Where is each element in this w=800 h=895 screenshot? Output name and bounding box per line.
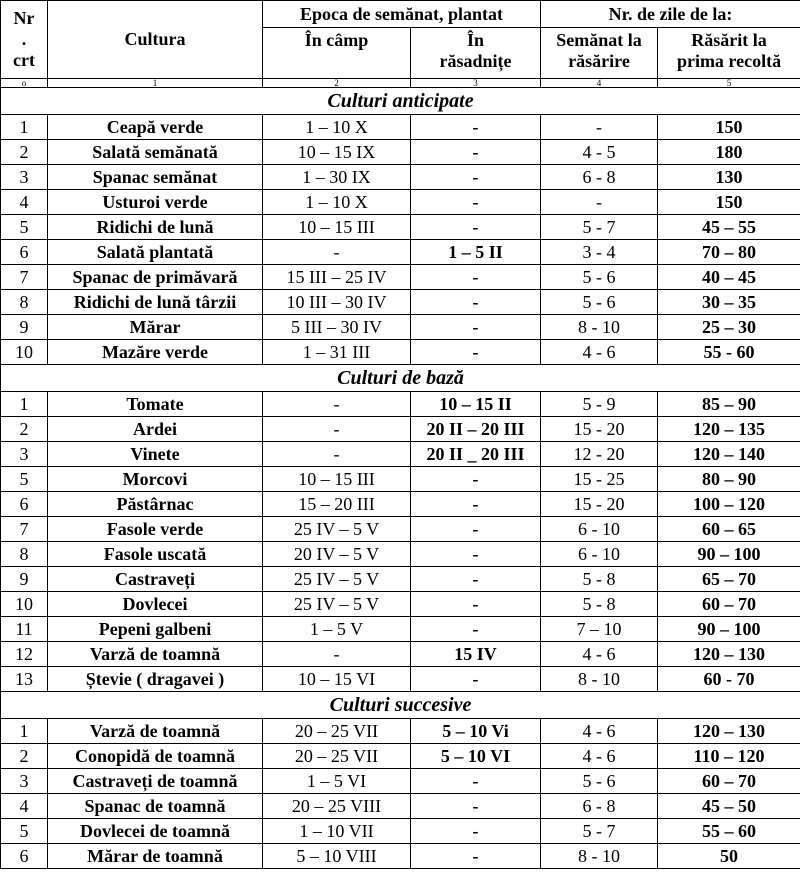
col-number-3: 3: [411, 79, 541, 88]
row-nr: 7: [1, 265, 48, 290]
col-number-4: 4: [541, 79, 658, 88]
row-nr: 8: [1, 542, 48, 567]
row-cultura: Spanac de toamnă: [48, 794, 263, 819]
table-row: [1, 467, 800, 492]
row-cultura: Vinete: [48, 442, 263, 467]
row-in-camp: 1 – 30 IX: [263, 165, 411, 190]
row-nr: 2: [1, 417, 48, 442]
row-in-rasadnite: 20 II _ 20 III: [411, 442, 541, 467]
section-header-row: [1, 365, 800, 392]
row-semanat-rasarire: 4 - 6: [541, 642, 658, 667]
row-cultura: Castraveți de toamnă: [48, 769, 263, 794]
row-cultura: Mărar de toamnă: [48, 844, 263, 869]
row-semanat-rasarire: 4 - 6: [541, 340, 658, 365]
row-semanat-rasarire: 4 - 5: [541, 140, 658, 165]
row-cultura: Pepeni galbeni: [48, 617, 263, 642]
row-in-camp: 1 – 10 VII: [263, 819, 411, 844]
row-semanat-rasarire: 6 - 10: [541, 542, 658, 567]
header-in-rasadnite-line1: În: [467, 30, 485, 50]
col-number-0: o: [1, 79, 48, 88]
table-row: [1, 844, 800, 869]
row-in-rasadnite: -: [411, 592, 541, 617]
row-in-rasadnite: -: [411, 115, 541, 140]
row-semanat-rasarire: 5 - 7: [541, 819, 658, 844]
row-rasarit-recolta: 120 – 135: [658, 417, 800, 442]
row-nr: 6: [1, 492, 48, 517]
row-in-camp: 10 – 15 III: [263, 467, 411, 492]
row-nr: 6: [1, 844, 48, 869]
table-row: [1, 719, 800, 744]
row-nr: 5: [1, 215, 48, 240]
row-in-camp: -: [263, 417, 411, 442]
table-row: [1, 417, 800, 442]
table-body: [1, 1, 800, 869]
table-row: [1, 265, 800, 290]
table-row: [1, 165, 800, 190]
row-semanat-rasarire: 15 - 20: [541, 492, 658, 517]
row-rasarit-recolta: 40 – 45: [658, 265, 800, 290]
row-in-rasadnite: 20 II – 20 III: [411, 417, 541, 442]
row-semanat-rasarire: 15 - 25: [541, 467, 658, 492]
row-in-rasadnite: -: [411, 190, 541, 215]
header-semanat-line2: răsărire: [568, 51, 630, 71]
table-row: [1, 492, 800, 517]
table-row: [1, 340, 800, 365]
row-in-camp: 1 – 31 III: [263, 340, 411, 365]
header-epoca: Epoca de semănat, plantat: [263, 1, 541, 28]
table-row: [1, 567, 800, 592]
row-nr: 11: [1, 617, 48, 642]
row-semanat-rasarire: 5 - 6: [541, 290, 658, 315]
row-in-rasadnite: -: [411, 265, 541, 290]
row-in-rasadnite: -: [411, 667, 541, 692]
row-rasarit-recolta: 90 – 100: [658, 542, 800, 567]
row-in-camp: 10 – 15 IX: [263, 140, 411, 165]
row-nr: 4: [1, 794, 48, 819]
table-row: [1, 744, 800, 769]
table-row: [1, 115, 800, 140]
row-cultura: Spanac semănat: [48, 165, 263, 190]
row-rasarit-recolta: 130: [658, 165, 800, 190]
row-nr: 5: [1, 467, 48, 492]
header-in-rasadnite: [411, 28, 541, 79]
header-rasarit-recolta: [658, 28, 800, 79]
table-row: [1, 642, 800, 667]
header-in-camp: În câmp: [263, 28, 411, 79]
row-semanat-rasarire: 5 - 8: [541, 567, 658, 592]
header-in-rasadnite-line2: răsadnițe: [439, 51, 512, 71]
row-cultura: Fasole verde: [48, 517, 263, 542]
row-nr: 10: [1, 340, 48, 365]
row-in-camp: 20 – 25 VIII: [263, 794, 411, 819]
row-semanat-rasarire: 12 - 20: [541, 442, 658, 467]
row-semanat-rasarire: 5 - 6: [541, 265, 658, 290]
row-rasarit-recolta: 45 – 50: [658, 794, 800, 819]
header-zile: Nr. de zile de la:: [541, 1, 800, 28]
row-nr: 3: [1, 442, 48, 467]
row-in-camp: 20 IV – 5 V: [263, 542, 411, 567]
row-rasarit-recolta: 180: [658, 140, 800, 165]
row-in-rasadnite: -: [411, 140, 541, 165]
row-in-rasadnite: -: [411, 794, 541, 819]
table-row: [1, 794, 800, 819]
row-rasarit-recolta: 60 – 70: [658, 769, 800, 794]
row-cultura: Usturoi verde: [48, 190, 263, 215]
row-in-rasadnite: -: [411, 467, 541, 492]
row-in-rasadnite: -: [411, 340, 541, 365]
row-in-camp: 15 – 20 III: [263, 492, 411, 517]
row-in-rasadnite: -: [411, 315, 541, 340]
row-in-camp: 10 – 15 III: [263, 215, 411, 240]
table-row: [1, 392, 800, 417]
row-rasarit-recolta: 45 – 55: [658, 215, 800, 240]
header-rasarit-line2: prima recoltă: [676, 51, 782, 71]
col-number-5: 5: [658, 79, 800, 88]
row-rasarit-recolta: 150: [658, 115, 800, 140]
row-cultura: Tomate: [48, 392, 263, 417]
row-in-rasadnite: -: [411, 165, 541, 190]
row-semanat-rasarire: 7 – 10: [541, 617, 658, 642]
section-title: Culturi anticipate: [1, 88, 800, 115]
row-in-camp: -: [263, 240, 411, 265]
table-row: [1, 819, 800, 844]
row-in-rasadnite: 5 – 10 Vi: [411, 719, 541, 744]
header-nr-line2: .: [21, 29, 27, 49]
section-header-row: [1, 88, 800, 115]
row-nr: 5: [1, 819, 48, 844]
row-in-camp: 20 – 25 VII: [263, 719, 411, 744]
col-number-2: 2: [263, 79, 411, 88]
row-rasarit-recolta: 60 – 70: [658, 592, 800, 617]
row-rasarit-recolta: 100 – 120: [658, 492, 800, 517]
row-in-rasadnite: 5 – 10 VI: [411, 744, 541, 769]
row-rasarit-recolta: 25 – 30: [658, 315, 800, 340]
row-rasarit-recolta: 60 – 65: [658, 517, 800, 542]
row-cultura: Salată plantată: [48, 240, 263, 265]
row-in-rasadnite: -: [411, 215, 541, 240]
row-in-camp: 20 – 25 VII: [263, 744, 411, 769]
row-rasarit-recolta: 120 – 130: [658, 719, 800, 744]
row-cultura: Conopidă de toamnă: [48, 744, 263, 769]
row-nr: 9: [1, 315, 48, 340]
section-title: Culturi succesive: [1, 692, 800, 719]
header-cultura: Cultura: [48, 1, 263, 79]
row-in-camp: -: [263, 442, 411, 467]
row-cultura: Păstârnac: [48, 492, 263, 517]
row-in-camp: 1 – 10 X: [263, 190, 411, 215]
table-row: [1, 769, 800, 794]
header-nr-crt: [1, 1, 48, 79]
row-nr: 9: [1, 567, 48, 592]
table-row: [1, 240, 800, 265]
row-nr: 6: [1, 240, 48, 265]
row-in-rasadnite: -: [411, 290, 541, 315]
row-rasarit-recolta: 120 – 130: [658, 642, 800, 667]
row-semanat-rasarire: 6 - 8: [541, 794, 658, 819]
header-rasarit-line1: Răsărit la: [691, 30, 767, 50]
row-rasarit-recolta: 70 – 80: [658, 240, 800, 265]
row-in-rasadnite: -: [411, 819, 541, 844]
row-cultura: Ceapă verde: [48, 115, 263, 140]
row-rasarit-recolta: 120 – 140: [658, 442, 800, 467]
row-in-camp: 10 III – 30 IV: [263, 290, 411, 315]
row-cultura: Morcovi: [48, 467, 263, 492]
row-semanat-rasarire: 6 - 10: [541, 517, 658, 542]
table-row: [1, 442, 800, 467]
row-in-camp: 1 – 10 X: [263, 115, 411, 140]
row-cultura: Dovlecei: [48, 592, 263, 617]
row-in-rasadnite: -: [411, 769, 541, 794]
row-in-camp: -: [263, 642, 411, 667]
row-nr: 1: [1, 392, 48, 417]
table-row: [1, 190, 800, 215]
row-cultura: Dovlecei de toamnă: [48, 819, 263, 844]
row-semanat-rasarire: 4 - 6: [541, 744, 658, 769]
row-in-camp: 15 III – 25 IV: [263, 265, 411, 290]
row-nr: 12: [1, 642, 48, 667]
row-cultura: Mărar: [48, 315, 263, 340]
row-semanat-rasarire: 5 - 9: [541, 392, 658, 417]
table-row: [1, 592, 800, 617]
row-nr: 3: [1, 769, 48, 794]
row-cultura: Fasole uscată: [48, 542, 263, 567]
row-semanat-rasarire: 8 - 10: [541, 667, 658, 692]
row-in-rasadnite: -: [411, 542, 541, 567]
row-in-rasadnite: 15 IV: [411, 642, 541, 667]
row-nr: 8: [1, 290, 48, 315]
row-nr: 4: [1, 190, 48, 215]
row-in-camp: 1 – 5 VI: [263, 769, 411, 794]
table-row: [1, 542, 800, 567]
row-nr: 2: [1, 744, 48, 769]
row-in-camp: 25 IV – 5 V: [263, 592, 411, 617]
section-header-row: [1, 692, 800, 719]
table-row: [1, 667, 800, 692]
row-rasarit-recolta: 50: [658, 844, 800, 869]
row-rasarit-recolta: 30 – 35: [658, 290, 800, 315]
row-rasarit-recolta: 55 - 60: [658, 340, 800, 365]
row-cultura: Castraveți: [48, 567, 263, 592]
row-nr: 3: [1, 165, 48, 190]
row-in-rasadnite: -: [411, 844, 541, 869]
table-row: [1, 617, 800, 642]
row-nr: 13: [1, 667, 48, 692]
row-rasarit-recolta: 150: [658, 190, 800, 215]
row-cultura: Ridichi de lună: [48, 215, 263, 240]
row-rasarit-recolta: 85 – 90: [658, 392, 800, 417]
row-in-camp: 10 – 15 VI: [263, 667, 411, 692]
row-rasarit-recolta: 80 – 90: [658, 467, 800, 492]
row-in-camp: -: [263, 392, 411, 417]
row-semanat-rasarire: 8 - 10: [541, 844, 658, 869]
row-cultura: Varză de toamnă: [48, 642, 263, 667]
row-in-camp: 25 IV – 5 V: [263, 567, 411, 592]
row-semanat-rasarire: 4 - 6: [541, 719, 658, 744]
row-nr: 1: [1, 115, 48, 140]
row-nr: 7: [1, 517, 48, 542]
row-in-camp: 1 – 5 V: [263, 617, 411, 642]
table-row: [1, 290, 800, 315]
row-semanat-rasarire: 5 - 8: [541, 592, 658, 617]
row-semanat-rasarire: 15 - 20: [541, 417, 658, 442]
row-semanat-rasarire: 5 - 7: [541, 215, 658, 240]
table-row: [1, 140, 800, 165]
row-in-rasadnite: -: [411, 567, 541, 592]
row-semanat-rasarire: 3 - 4: [541, 240, 658, 265]
row-in-rasadnite: 10 – 15 II: [411, 392, 541, 417]
table-row: [1, 215, 800, 240]
row-in-rasadnite: 1 – 5 II: [411, 240, 541, 265]
header-nr-line3: crt: [13, 50, 35, 70]
row-in-rasadnite: -: [411, 492, 541, 517]
row-nr: 10: [1, 592, 48, 617]
header-nr-line1: Nr: [13, 8, 35, 28]
row-cultura: Spanac de primăvară: [48, 265, 263, 290]
row-nr: 2: [1, 140, 48, 165]
row-semanat-rasarire: -: [541, 190, 658, 215]
section-title: Culturi de bază: [1, 365, 800, 392]
row-semanat-rasarire: -: [541, 115, 658, 140]
row-nr: 1: [1, 719, 48, 744]
row-in-camp: 5 III – 30 IV: [263, 315, 411, 340]
row-cultura: Mazăre verde: [48, 340, 263, 365]
table-row: [1, 315, 800, 340]
row-rasarit-recolta: 55 – 60: [658, 819, 800, 844]
header-semanat-rasarire: [541, 28, 658, 79]
row-cultura: Ardei: [48, 417, 263, 442]
row-semanat-rasarire: 5 - 6: [541, 769, 658, 794]
row-semanat-rasarire: 6 - 8: [541, 165, 658, 190]
row-in-camp: 25 IV – 5 V: [263, 517, 411, 542]
header-semanat-line1: Semănat la: [556, 30, 642, 50]
row-rasarit-recolta: 60 - 70: [658, 667, 800, 692]
table-row: [1, 517, 800, 542]
row-in-rasadnite: -: [411, 517, 541, 542]
row-cultura: Ridichi de lună târzii: [48, 290, 263, 315]
row-cultura: Varză de toamnă: [48, 719, 263, 744]
row-rasarit-recolta: 65 – 70: [658, 567, 800, 592]
row-semanat-rasarire: 8 - 10: [541, 315, 658, 340]
row-rasarit-recolta: 110 – 120: [658, 744, 800, 769]
row-cultura: Ștevie ( dragavei ): [48, 667, 263, 692]
row-cultura: Salată semănată: [48, 140, 263, 165]
row-in-rasadnite: -: [411, 617, 541, 642]
col-number-1: 1: [48, 79, 263, 88]
row-in-camp: 5 – 10 VIII: [263, 844, 411, 869]
row-rasarit-recolta: 90 – 100: [658, 617, 800, 642]
